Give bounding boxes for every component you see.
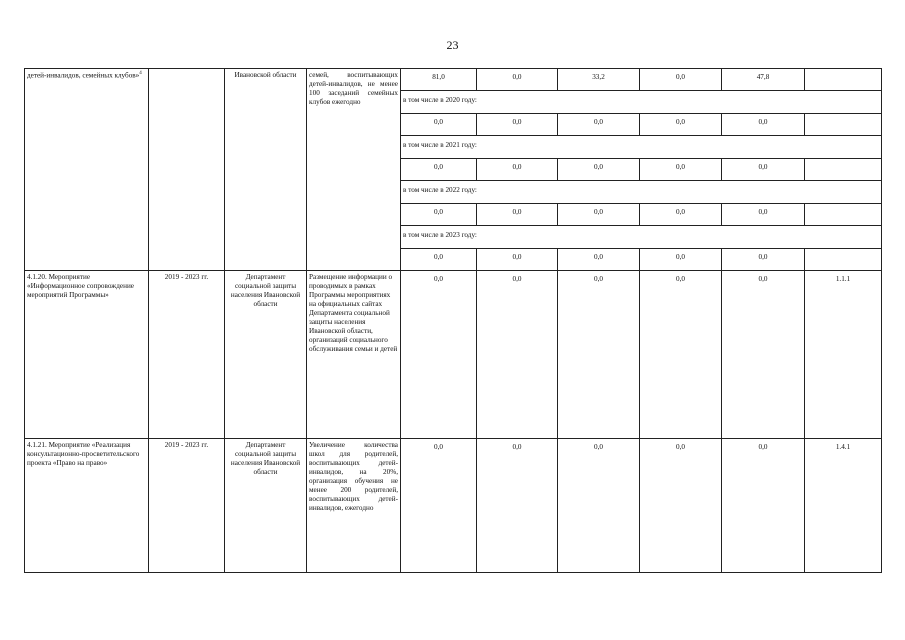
value-cell: 0,0 [477, 69, 558, 91]
value-cell: 0,0 [640, 271, 722, 439]
value-cell: 0,0 [640, 204, 722, 226]
indicator-cell: 1.1.1 [805, 271, 882, 439]
value-cell: 0,0 [640, 114, 722, 136]
activity-name-cell: 4.1.20. Мероприятие «Информационное сопровождение мероприятий Программы» [25, 271, 149, 439]
value-cell: 0,0 [401, 439, 477, 573]
table-row [25, 439, 882, 573]
result-cell: Увеличение количества школ для родителей, воспитывающих детей-инвалидов, на 20%, организация обучения не менее 200 родителей, воспитывающих детей-инвалидов, ежегодно [307, 439, 401, 573]
indicator-cell: 1.4.1 [805, 439, 882, 573]
value-cell: 0,0 [558, 114, 640, 136]
result-cell: семей, воспитывающих детей-инвалидов, не менее 100 заседаний семейных клубов ежегодно [307, 69, 401, 271]
table-row [25, 271, 882, 439]
indicator-cell [805, 159, 882, 181]
value-cell: 0,0 [477, 271, 558, 439]
indicator-cell [805, 249, 882, 271]
executor-cell: Департамент социальной защиты населения Ивановской области [225, 439, 307, 573]
table-row [25, 69, 882, 91]
year-subheading: в том числе в 2023 году: [401, 226, 882, 249]
value-cell: 33,2 [558, 69, 640, 91]
value-cell: 81,0 [401, 69, 477, 91]
value-cell: 0,0 [477, 114, 558, 136]
year-subheading: в том числе в 2020 году: [401, 91, 882, 114]
value-cell: 0,0 [558, 204, 640, 226]
value-cell: 0,0 [477, 204, 558, 226]
indicator-cell [805, 114, 882, 136]
indicator-cell [805, 204, 882, 226]
term-cell [149, 69, 225, 271]
year-subheading: в том числе в 2022 году: [401, 181, 882, 204]
executor-cell: Департамент социальной защиты населения Ивановской области [225, 271, 307, 439]
term-cell: 2019 - 2023 гг. [149, 271, 225, 439]
value-cell: 0,0 [477, 159, 558, 181]
value-cell: 0,0 [640, 159, 722, 181]
value-cell: 0,0 [640, 249, 722, 271]
value-cell: 0,0 [401, 204, 477, 226]
year-subheading: в том числе в 2021 году: [401, 136, 882, 159]
value-cell: 0,0 [477, 439, 558, 573]
indicator-cell [805, 69, 882, 91]
executor-cell: Ивановской области [225, 69, 307, 271]
value-cell: 0,0 [722, 204, 805, 226]
value-cell: 47,8 [722, 69, 805, 91]
value-cell: 0,0 [722, 114, 805, 136]
value-cell: 0,0 [558, 249, 640, 271]
value-cell: 0,0 [722, 271, 805, 439]
activity-name-cell: 4.1.21. Мероприятие «Реализация консультационно-просветительского проекта «Право на право» [25, 439, 149, 573]
value-cell: 0,0 [722, 439, 805, 573]
value-cell: 0,0 [640, 69, 722, 91]
value-cell: 0,0 [558, 439, 640, 573]
value-cell: 0,0 [558, 159, 640, 181]
page-number: 23 [446, 38, 459, 52]
value-cell: 0,0 [477, 249, 558, 271]
activity-name-cell: детей-инвалидов, семейных клубов»$^4$ [25, 69, 149, 271]
value-cell: 0,0 [640, 439, 722, 573]
value-cell: 0,0 [722, 249, 805, 271]
value-cell: 0,0 [401, 271, 477, 439]
value-cell: 0,0 [558, 271, 640, 439]
value-cell: 0,0 [401, 249, 477, 271]
value-cell: 0,0 [722, 159, 805, 181]
program-activities-table [24, 68, 882, 573]
result-cell: Размещение информации о проводимых в рамках Программы мероприятиях на официальных сайтах Департамента социальной защиты населения Ивановской области, организаций социального обслуживания семьи и детей [307, 271, 401, 439]
value-cell: 0,0 [401, 114, 477, 136]
value-cell: 0,0 [401, 159, 477, 181]
term-cell: 2019 - 2023 гг. [149, 439, 225, 573]
